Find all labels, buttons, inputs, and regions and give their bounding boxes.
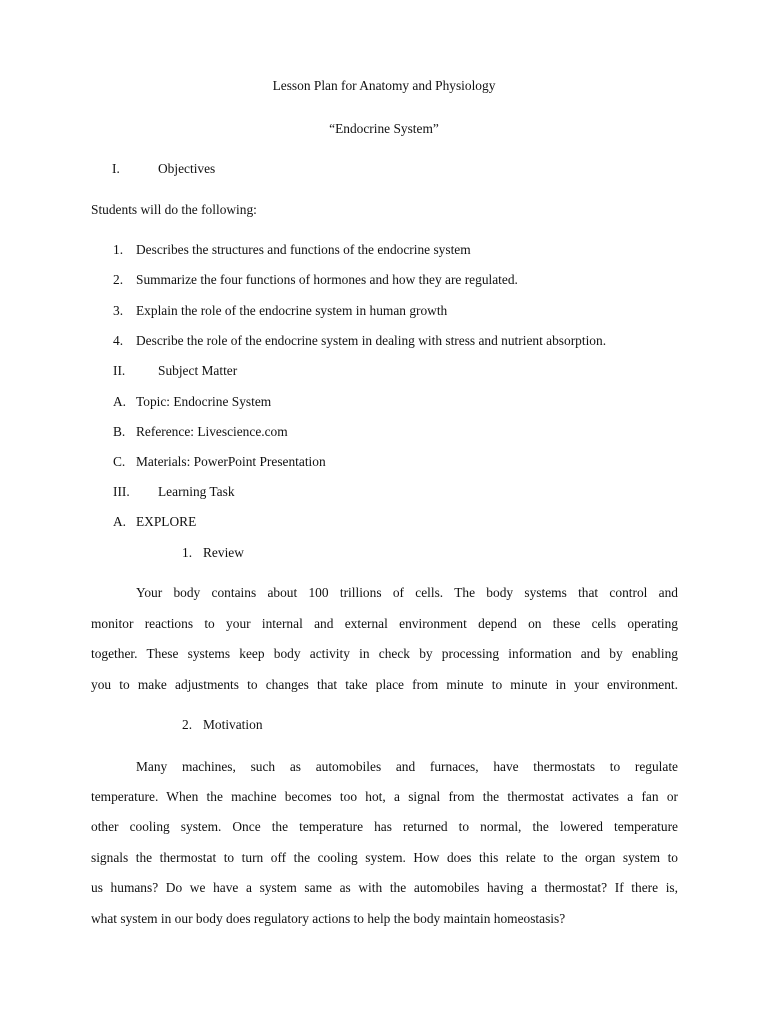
item-number: 3. xyxy=(113,303,124,318)
item-number: 2. xyxy=(113,272,124,287)
item-text: Explain the role of the endocrine system in human growth xyxy=(136,303,448,318)
paragraph-line: temperature. When the machine becomes too hot, a signal from the thermostat activates a fan or xyxy=(91,789,678,804)
paragraph-line: what system in our body does regulatory actions to help the body maintain homeostasis? xyxy=(91,911,566,926)
item-text: Topic: Endocrine System xyxy=(136,394,272,409)
section-heading: Learning Task xyxy=(158,484,235,499)
section-numeral: III. xyxy=(113,484,130,499)
item-letter: A. xyxy=(113,394,127,409)
paragraph-line: us humans? Do we have a system same as with the automobiles having a thermostat? If there is, xyxy=(91,880,678,895)
item-number: 1. xyxy=(182,545,193,560)
item-number: 2. xyxy=(182,717,193,732)
document-title: Lesson Plan for Anatomy and Physiology xyxy=(272,78,496,93)
section-heading: Objectives xyxy=(158,161,216,176)
document-subtitle: “Endocrine System” xyxy=(329,121,439,136)
item-number: 4. xyxy=(113,333,124,348)
item-text: Review xyxy=(203,545,244,560)
item-letter: A. xyxy=(113,514,127,529)
item-text: Reference: Livescience.com xyxy=(136,424,288,439)
paragraph-line: other cooling system. Once the temperature has returned to normal, the lowered temperature xyxy=(91,819,678,834)
paragraph-line: together. These systems keep body activity in check by processing information and by enabling xyxy=(91,646,678,661)
item-letter: C. xyxy=(113,454,126,469)
section-numeral: II. xyxy=(113,363,126,378)
item-text: Describes the structures and functions of the endocrine system xyxy=(136,242,471,257)
section-heading: Subject Matter xyxy=(158,363,238,378)
paragraph-line: Your body contains about 100 trillions of cells. The body systems that control and xyxy=(136,585,678,600)
objectives-intro: Students will do the following: xyxy=(91,202,257,217)
paragraph-line: Many machines, such as automobiles and furnaces, have thermostats to regulate xyxy=(136,759,678,774)
item-text: Describe the role of the endocrine system in dealing with stress and nutrient absorption. xyxy=(136,333,607,348)
paragraph-line: signals the thermostat to turn off the cooling system. How does this relate to the organ system to xyxy=(91,850,678,865)
paragraph-line: you to make adjustments to changes that take place from minute to minute in your environment. xyxy=(91,677,678,692)
item-text: Motivation xyxy=(203,717,263,732)
item-number: 1. xyxy=(113,242,124,257)
item-text: Materials: PowerPoint Presentation xyxy=(136,454,326,469)
section-numeral: I. xyxy=(112,161,120,176)
paragraph-line: monitor reactions to your internal and external environment depend on these cells operating xyxy=(91,616,678,631)
item-letter: B. xyxy=(113,424,126,439)
item-text: EXPLORE xyxy=(136,514,197,529)
item-text: Summarize the four functions of hormones and how they are regulated. xyxy=(136,272,518,287)
